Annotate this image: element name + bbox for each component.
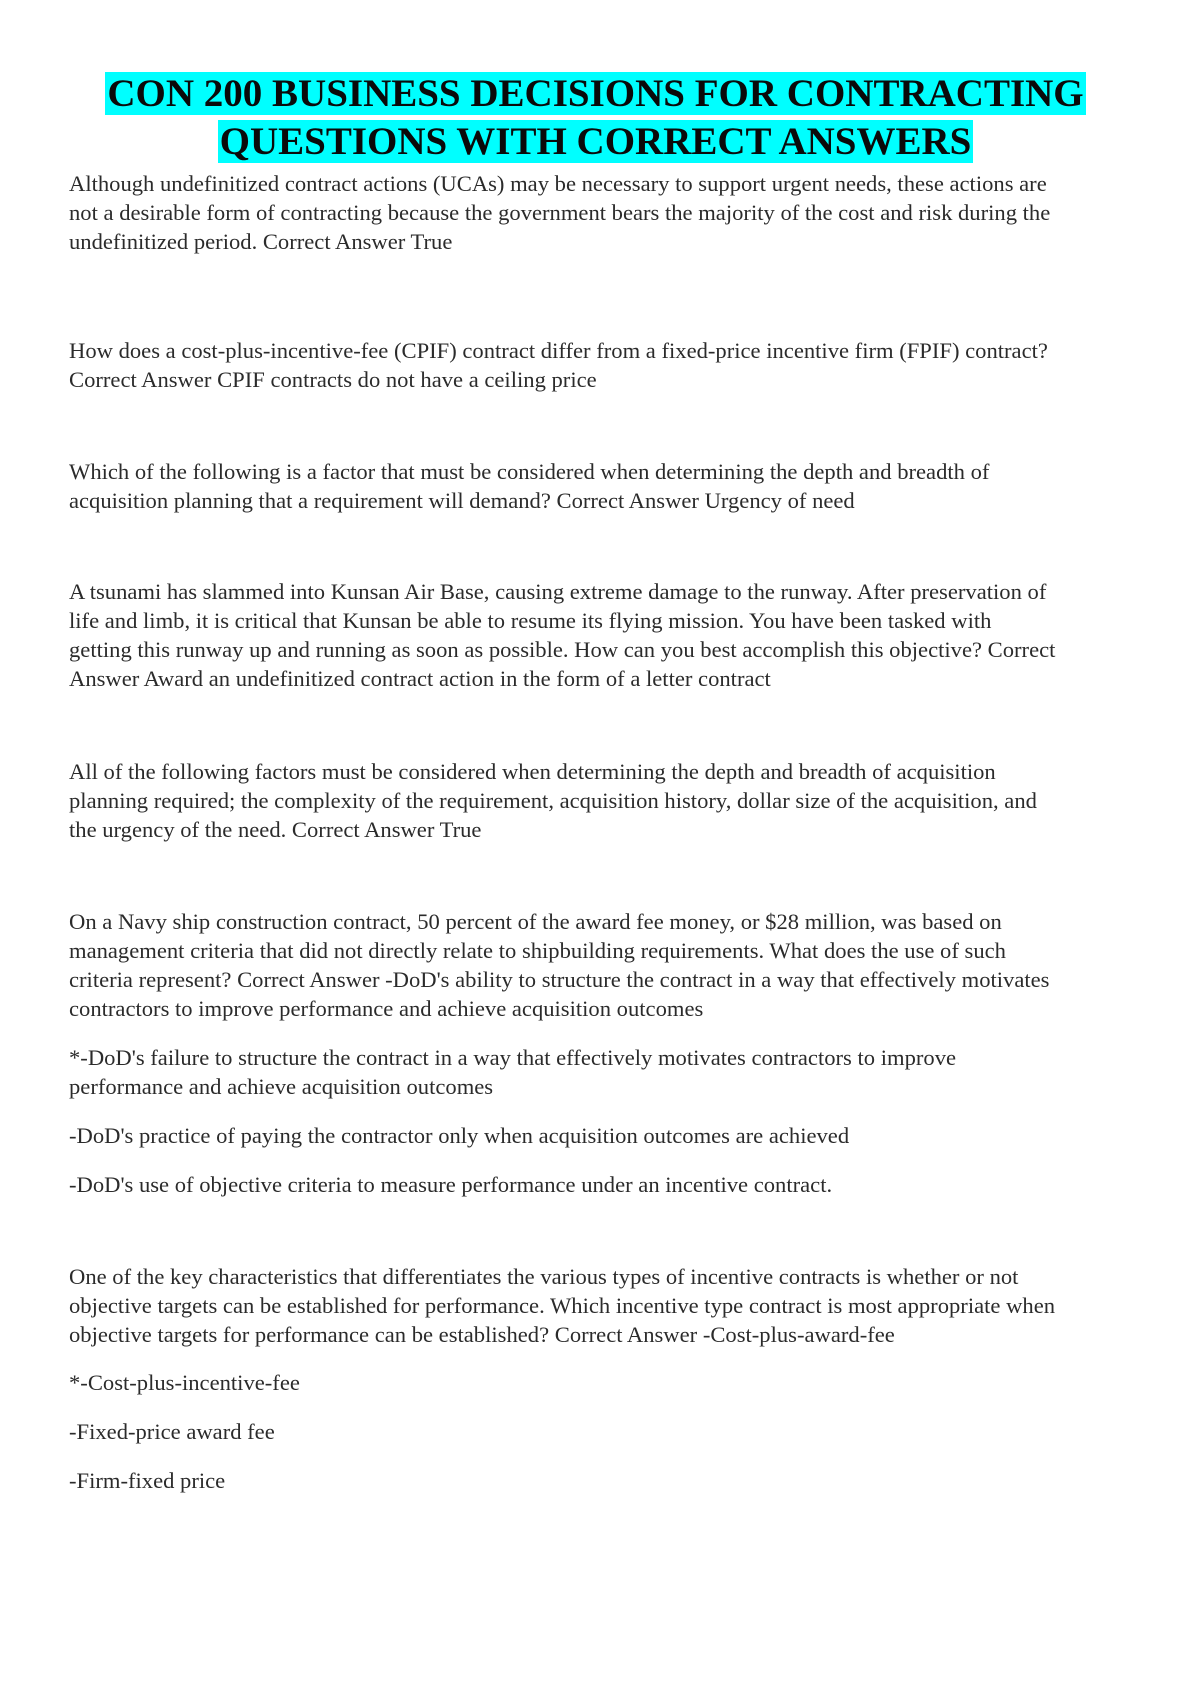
question-text: [69, 336, 1129, 394]
answer-option: [69, 1417, 1129, 1446]
question-text: [69, 577, 1129, 693]
text-line: One of the key characteristics that differentiates the various types of incentive contracts is whether or not: [69, 1264, 1019, 1289]
document-title: [60, 70, 1131, 166]
text-line: Answer Award an undefinitized contract action in the form of a letter contract: [69, 666, 771, 691]
answer-option: [69, 1466, 1129, 1495]
text-line: *-Cost-plus-incentive-fee: [69, 1370, 300, 1395]
text-line: *-DoD's failure to structure the contract in a way that effectively motivates contractors to improve: [69, 1045, 957, 1070]
qa-item-7: [69, 1262, 1129, 1349]
text-line: the urgency of the need. Correct Answer True: [69, 817, 482, 842]
text-line: performance and achieve acquisition outcomes: [69, 1074, 494, 1099]
answer-option: [69, 1170, 1129, 1199]
text-line: criteria represent? Correct Answer -DoD's ability to structure the contract in a way that effectively motivates: [69, 967, 1050, 992]
text-line: All of the following factors must be considered when determining the depth and breadth of acquisition: [69, 759, 996, 784]
text-line: not a desirable form of contracting because the government bears the majority of the cost and risk during the: [69, 200, 1051, 225]
text-line: acquisition planning that a requirement will demand? Correct Answer Urgency of need: [69, 488, 855, 513]
answer-option: [69, 1043, 1129, 1101]
qa-item-6: [69, 907, 1129, 1023]
text-line: Correct Answer CPIF contracts do not have a ceiling price: [69, 367, 597, 392]
text-line: On a Navy ship construction contract, 50 percent of the award fee money, or $28 million, was based on: [69, 909, 1002, 934]
question-text: [69, 1262, 1129, 1349]
question-text: [69, 169, 1129, 256]
text-line: objective targets can be established for performance. Which incentive type contract is most appropriate when: [69, 1293, 1056, 1318]
text-line: Which of the following is a factor that must be considered when determining the depth and breadth of: [69, 459, 990, 484]
question-text: [69, 457, 1129, 515]
text-line: contractors to improve performance and achieve acquisition outcomes: [69, 996, 704, 1021]
text-line: life and limb, it is critical that Kunsan be able to resume its flying mission. You have been tasked with: [69, 608, 992, 633]
text-line: -DoD's practice of paying the contractor only when acquisition outcomes are achieved: [69, 1123, 850, 1148]
text-line: management criteria that did not directly relate to shipbuilding requirements. What does the use of such: [69, 938, 1006, 963]
qa-item-1: [69, 169, 1129, 256]
qa-item-5: [69, 757, 1129, 844]
title-line-2: QUESTIONS WITH CORRECT ANSWERS: [219, 120, 972, 163]
text-line: getting this runway up and running as soon as possible. How can you best accomplish this objective? Correct: [69, 637, 1056, 662]
qa-item-4: [69, 577, 1129, 693]
answer-option: [69, 1368, 1129, 1397]
text-line: How does a cost-plus-incentive-fee (CPIF) contract differ from a fixed-price incentive firm (FPIF) contract?: [69, 338, 1048, 363]
question-text: [69, 757, 1129, 844]
text-line: -DoD's use of objective criteria to measure performance under an incentive contract.: [69, 1172, 833, 1197]
answer-option: [69, 1121, 1129, 1150]
text-line: objective targets for performance can be established? Correct Answer -Cost-plus-award-fee: [69, 1322, 895, 1347]
text-line: A tsunami has slammed into Kunsan Air Base, causing extreme damage to the runway. After preservation of: [69, 579, 1047, 604]
title-line-1: CON 200 BUSINESS DECISIONS FOR CONTRACTING: [107, 72, 1084, 115]
text-line: -Firm-fixed price: [69, 1468, 226, 1493]
qa-item-3: [69, 457, 1129, 515]
question-text: [69, 907, 1129, 1023]
text-line: undefinitized period. Correct Answer True: [69, 229, 453, 254]
text-line: Although undefinitized contract actions (UCAs) may be necessary to support urgent needs, these actions are: [69, 171, 1047, 196]
text-line: -Fixed-price award fee: [69, 1419, 275, 1444]
qa-item-2: [69, 336, 1129, 394]
text-line: planning required; the complexity of the requirement, acquisition history, dollar size of the acquisition, and: [69, 788, 1037, 813]
